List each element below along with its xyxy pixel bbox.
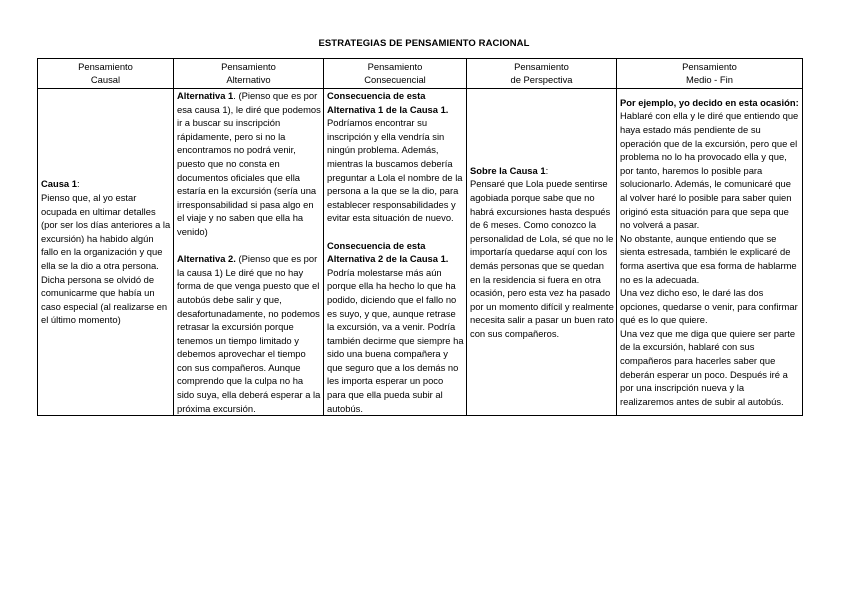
- header-perspectiva: [467, 59, 617, 89]
- header-line1: Pensamiento: [514, 61, 569, 72]
- mediofin-p2: No obstante, aunque entiendo que se sienta estresada, también le explicaré de forma asertiva que esa forma de hablarme no es la adecuada.: [620, 232, 797, 285]
- header-line1: Pensamiento: [221, 61, 276, 72]
- consecuencia-2: [327, 239, 464, 416]
- header-consecuencial: [324, 59, 467, 89]
- header-line2: Consecuencial: [364, 73, 426, 85]
- header-line1: Pensamiento: [682, 61, 737, 72]
- consecuencia-1: [327, 89, 464, 225]
- mediofin-intro-text: Por ejemplo, yo decido en esta ocasión:: [620, 96, 799, 108]
- header-medio-fin: [617, 59, 803, 89]
- causal-paragraph: [41, 177, 171, 327]
- mediofin-p1: Hablaré con ella y le diré que entiendo que haya estado más pendiente de su operación que de la excursión, pero que el problema no lo ha provocado ella y que, por tanto, haremos lo posible para solucionarlo. Además, le comunicaré que al volver haré lo posible para saber quien originó esta situación para que sepa que no volverá a pasar.: [620, 110, 799, 231]
- alternativa-1: [177, 89, 321, 239]
- paragraph-gap: [327, 225, 464, 239]
- cell-medio-fin: [617, 89, 803, 416]
- consecuencia-1-label: Consecuencia de esta Alternativa 1 de la Causa 1.: [327, 90, 449, 115]
- perspectiva-label-suffix: :: [545, 164, 549, 176]
- alternativa-1-label: Alternativa 1: [177, 90, 234, 101]
- alternativa-2: [177, 252, 321, 415]
- mediofin-p3: Una vez dicho eso, le daré las dos opciones, quedarse o venir, para confirmar qué es lo que quiere.: [620, 287, 798, 326]
- header-line2: Medio - Fin: [686, 73, 733, 85]
- cell-perspectiva: [467, 89, 617, 416]
- alternativa-2-label: Alternativa 2.: [177, 253, 236, 265]
- perspectiva-paragraph: [470, 164, 614, 341]
- causal-label-suffix: :: [76, 178, 80, 190]
- document-title: ESTRATEGIAS DE PENSAMIENTO RACIONAL: [318, 38, 530, 49]
- content-row: [38, 89, 803, 416]
- header-line2: de Perspectiva: [510, 73, 573, 85]
- alternativa-1-text: . (Pienso que es por esa causa 1), le diré que podemos ir a buscar su inscripción rápidamente, pero si no la encontramos no podrá venir, puesto que no consta en documentos oficiales que ella estaría en la excursión (sería una irresponsabilidad si pasa algo en el viaje y no saben que ella ha venido): [177, 90, 321, 237]
- mediofin-intro: [620, 96, 800, 110]
- consecuencia-2-text: Podría molestarse más aún porque ella ha hecho lo que ha podido, diciendo que el fallo no es suyo, y que, aunque retrase la excursión, va a venir. Podría también decirme que siempre ha sido una buena compañera y que seguro que a los demás no les importa esperar un poco para que ella pueda subir al autobús.: [327, 266, 464, 414]
- perspectiva-text: Pensaré que Lola puede sentirse agobiada porque sabe que no habrá excursiones hasta después de 6 meses. Como conozco la personalidad de Lola, sé que no le importaría quedarse aquí con los demás personas que se quedan en la residencia si fuera en otra ocasión, pero esta vez ha pasado por un momento difícil y realmente necesita salir a pasar un buen rato con sus compañeros.: [470, 178, 614, 339]
- header-line1: Pensamiento: [367, 61, 423, 72]
- causal-label: Causa 1: [41, 178, 77, 190]
- header-causal: [38, 59, 174, 89]
- alternativa-2-text: (Pienso que es por la causa 1) Le diré que no hay forma de que venga puesto que el autobús debe salir y que, desafortunadamente, no podemos retrasar la excursión porque tenemos un tiempo limitado y debemos aprovechar el tiempo con sus compañeros. Aunque comprendo que la culpa no ha sido suya, ella deberá esperar a la próxima excursión.: [177, 253, 321, 414]
- perspectiva-label: Sobre la Causa 1: [470, 164, 546, 176]
- strategies-table: [37, 58, 803, 416]
- cell-consecuencial: [324, 89, 467, 416]
- header-row: [38, 59, 803, 89]
- header-line1: Pensamiento: [78, 61, 133, 72]
- paragraph-gap: [177, 239, 321, 253]
- header-line2: Alternativo: [226, 73, 271, 85]
- consecuencia-1-text: Podríamos encontrar su inscripción y ella vendría sin ningún problema. Además, mientras la buscamos debería preguntar a Lola el nombre de la persona a la que se la dio, para establecer responsabilidades y evitar esta situación de nuevo.: [327, 117, 463, 224]
- consecuencia-2-label: Consecuencia de esta Alternativa 2 de la Causa 1.: [327, 239, 449, 265]
- mediofin-p4: Una vez que me diga que quiere ser parte de la excursión, hablaré con sus compañeros para hacerles saber que deberán esperar un poco. Después iré a por una inscripción nueva y la realizaremos antes de subir al autobús.: [620, 327, 796, 407]
- header-alternativo: [174, 59, 324, 89]
- header-line2: Causal: [90, 73, 121, 85]
- causal-text: Pienso que, al yo estar ocupada en ultimar detalles (por ser los días anteriores a la excursión) ha habido algún fallo en la organización y que ella se la dio a otra persona. Dicha persona se olvidó de comunicarme que había un caso especial (al realizarse en el último momento): [41, 191, 171, 326]
- cell-causal: [38, 89, 174, 416]
- cell-alternativo: [174, 89, 324, 416]
